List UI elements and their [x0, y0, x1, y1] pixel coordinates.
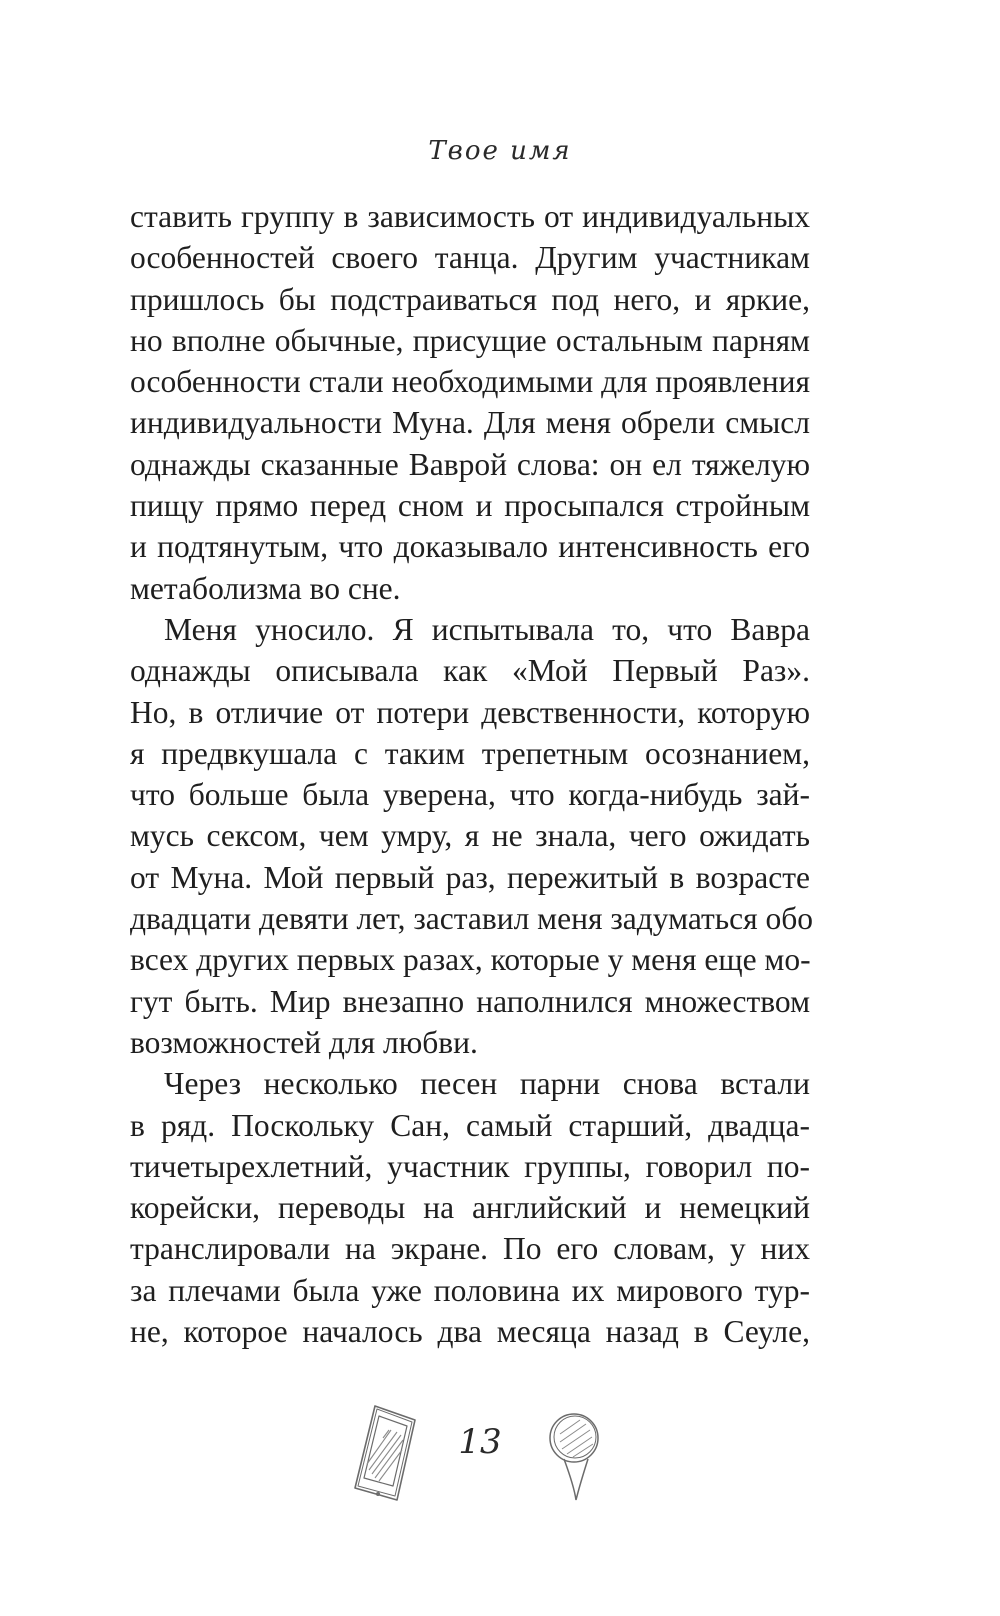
text-line: метаболизма во сне. — [130, 570, 401, 606]
text-line: возможностей для любви. — [130, 1024, 478, 1060]
paragraph-1 — [130, 196, 810, 609]
text-line: тичетырехлетний, участник группы, говорил по- — [130, 1148, 810, 1184]
text-line: двадцати девяти лет, заставил меня задуматься обо — [130, 901, 813, 937]
text-line: и подтянутым, что доказывало интенсивность его — [130, 529, 810, 565]
body-text — [130, 196, 813, 1352]
text-line: ставить группу в зависимость от индивидуальных — [130, 199, 810, 234]
text-line: мусь сексом, чем умру, я не знала, чего ожидать — [130, 818, 810, 854]
text-line: Меня уносило. Я испытывала то, что Вавра — [164, 611, 810, 647]
text-line: в ряд. Поскольку Сан, самый старший, двадца- — [130, 1107, 810, 1143]
text-line: я предвкушала с таким трепетным осознанием, — [130, 735, 810, 771]
map-pin-sketch-icon — [540, 1404, 610, 1504]
text-line: пищу прямо перед сном и просыпался стройным — [130, 488, 810, 524]
text-line: Через несколько песен парни снова встали — [164, 1066, 810, 1102]
page-number: 13 — [458, 1422, 502, 1462]
running-title: Твое имя — [428, 136, 572, 166]
text-line: от Муна. Мой первый раз, пережитый в возрасте — [130, 859, 810, 895]
text-line: пришлось бы подстраиваться под него, и яркие, — [130, 281, 810, 317]
text-line: всех других первых разах, которые у меня еще мо- — [130, 942, 811, 978]
text-line: что больше была уверена, что когда-нибудь зай- — [130, 777, 810, 813]
text-line: корейски, переводы на английский и немецкий — [130, 1190, 810, 1226]
text-line: особенности стали необходимыми для проявления — [130, 364, 810, 400]
text-line: транслировали на экране. По его словам, у них — [130, 1231, 810, 1267]
text-line: но вполне обычные, присущие остальным парням — [130, 322, 810, 358]
page-footer — [0, 1392, 1000, 1522]
text-line: гут быть. Мир внезапно наполнился множеством — [130, 983, 810, 1019]
text-line: не, которое началось два месяца назад в Сеуле, — [130, 1314, 810, 1350]
paragraph-2 — [130, 609, 813, 1063]
text-line: Но, в отличие от потери девственности, которую — [130, 694, 810, 730]
smartphone-sketch-icon — [345, 1398, 425, 1508]
text-line: однажды описывала как «Мой Первый Раз». — [130, 653, 810, 689]
text-line: индивидуальности Муна. Для меня обрели смысл — [130, 405, 810, 441]
text-line: особенностей своего танца. Другим участникам — [130, 240, 810, 276]
text-line: однажды сказанные Ваврой слова: он ел тяжелую — [130, 446, 810, 482]
text-line: за плечами была уже половина их мирового тур- — [130, 1272, 810, 1308]
paragraph-3 — [130, 1063, 810, 1352]
